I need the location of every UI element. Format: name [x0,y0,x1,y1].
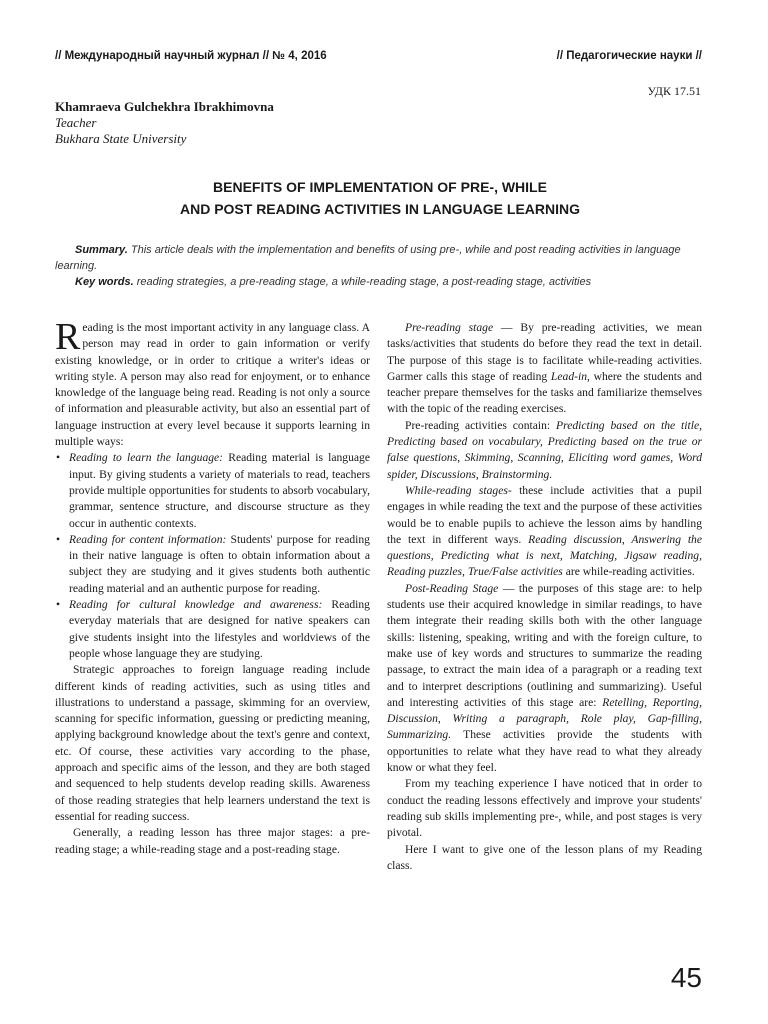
section-header: // Педагогические науки // [556,50,702,62]
right-paragraph-6: Here I want to give one of the lesson plans of my Reading class. [387,842,702,872]
keywords-label: Key words. [75,276,134,288]
list-item: • Reading to learn the language: Reading material is language input. By giving students a variety of materials to read, teachers provide multiple opportunities for students to absorb vocabulary, grammar, sentence structure, and discourse structure as they occur in authentic contexts. [69,450,370,531]
right-column [387,320,702,874]
article-title [55,176,705,220]
right-paragraph-2: Pre-reading activities contain: Predicting based on the title, Predicting based on vocabulary, Predicting based on the true or false questions, Skimming, Scanning, Eliciting word games, Word spider, Discussions, Brainstorming. [387,418,702,481]
drop-cap: R [55,316,81,358]
author-block [55,99,274,147]
left-column [55,316,370,858]
author-affiliation: Bukhara State University [55,131,187,146]
left-paragraph-3: Generally, a reading lesson has three major stages: a pre-reading stage; a while-reading stage and a post-reading stage. [55,826,370,856]
title-line-1: BENEFITS OF IMPLEMENTATION OF PRE-, WHILE [213,179,547,195]
title-line-2: AND POST READING ACTIVITIES IN LANGUAGE LEARNING [179,201,581,217]
left-paragraph-2: Strategic approaches to foreign language reading include different kinds of reading activities, such as using titles and illustrations to understand a passage, skimming for an overview, scanning for specific information, guessing or predicting meaning, applying background knowledge about the text's genre and context, etc. Of course, these activities vary according to the phase, approach and specific aims of the lesson, and they are both staged and sequenced to help students develop reading skills. Awareness of those reading strategies that help learners understand the text is essential for reading success. [55,663,370,823]
udk-code: УДК 17.51 [647,84,701,98]
list-item: • Reading for cultural knowledge and awareness: Reading everyday materials that are designed for native speakers can give students insight into the lifestyles and worldviews of the people whose language they are studying. [69,597,370,662]
page-number: 45 [670,962,702,993]
right-paragraph-5: From my teaching experience I have noticed that in order to conduct the reading lessons effectively and improve your students' reading sub skills implementing pre-, while, and post stages is very pivotal. [387,777,702,840]
right-paragraph-1: Pre-reading stage — By pre-reading activities, we mean tasks/activities that students do before they read the text in detail. The purpose of this stage is to facilitate while-reading activities. Garmer calls this stage of reading Lead-in, where the students and teacher prepare themselves for the tasks and familiarize themselves with the topic of the reading exercises. [387,321,702,416]
author-name: Khamraeva Gulchekhra Ibrakhimovna [55,99,274,114]
right-paragraph-4: Post-Reading Stage — the purposes of this stage are: to help students use their acquired knowledge in similar readings, to have them integrate their reading skills both with the other language skills: listening, speaking, writing and with the foreign culture, to make use of key words and structures to summarize the reading passage, to extract the main idea of a paragraph or a reading text and to interpret descriptions (outlining and summarizing). Useful and interesting activities of this stage are: Retelling, Reporting, Discussion, Writing a paragraph, Role play, Gap-filling, Summarizing. These activities provide the students with opportunities to relate what they have read to what they already know or what they feel. [387,581,702,775]
reading-purposes-list [55,450,370,662]
summary-block [55,242,705,290]
right-paragraph-3: While-reading stages- these include activities that a pupil engages in while reading the text and the purpose of these activities would be to enable pupils to achieve the lesson aims by handling the text in different ways. Reading discussion, Answering the questions, Predicting what is next, Matching, Jigsaw reading, Reading puzzles, True/False activities are while-reading activities. [387,483,702,579]
list-item: • Reading for content information: Students' purpose for reading in their native language is often to obtain information about a subject they are studying and it gives students both authentic reading material and an authentic purpose for reading. [69,532,370,597]
author-position: Teacher [55,115,97,130]
summary-text: This article deals with the implementation and benefits of using pre-, while and post reading activities in language learning. [55,244,681,272]
keywords-text: reading strategies, a pre-reading stage, a while-reading stage, a post-reading stage, activities [133,276,592,288]
journal-header: // Международный научный журнал // № 4, 2016 [55,50,327,62]
left-paragraph-1: eading is the most important activity in any language class. A person may read in order to gain information or verify existing knowledge, or in order to critique a writer's ideas or writing style. A person may also read for enjoyment, or to enhance knowledge of the language being read. Reading is not only a source of information and pleasurable activity, but also an essential part of language instruction at every level because it supports learning in multiple ways: [55,321,370,449]
summary-label: Summary. [75,244,128,256]
